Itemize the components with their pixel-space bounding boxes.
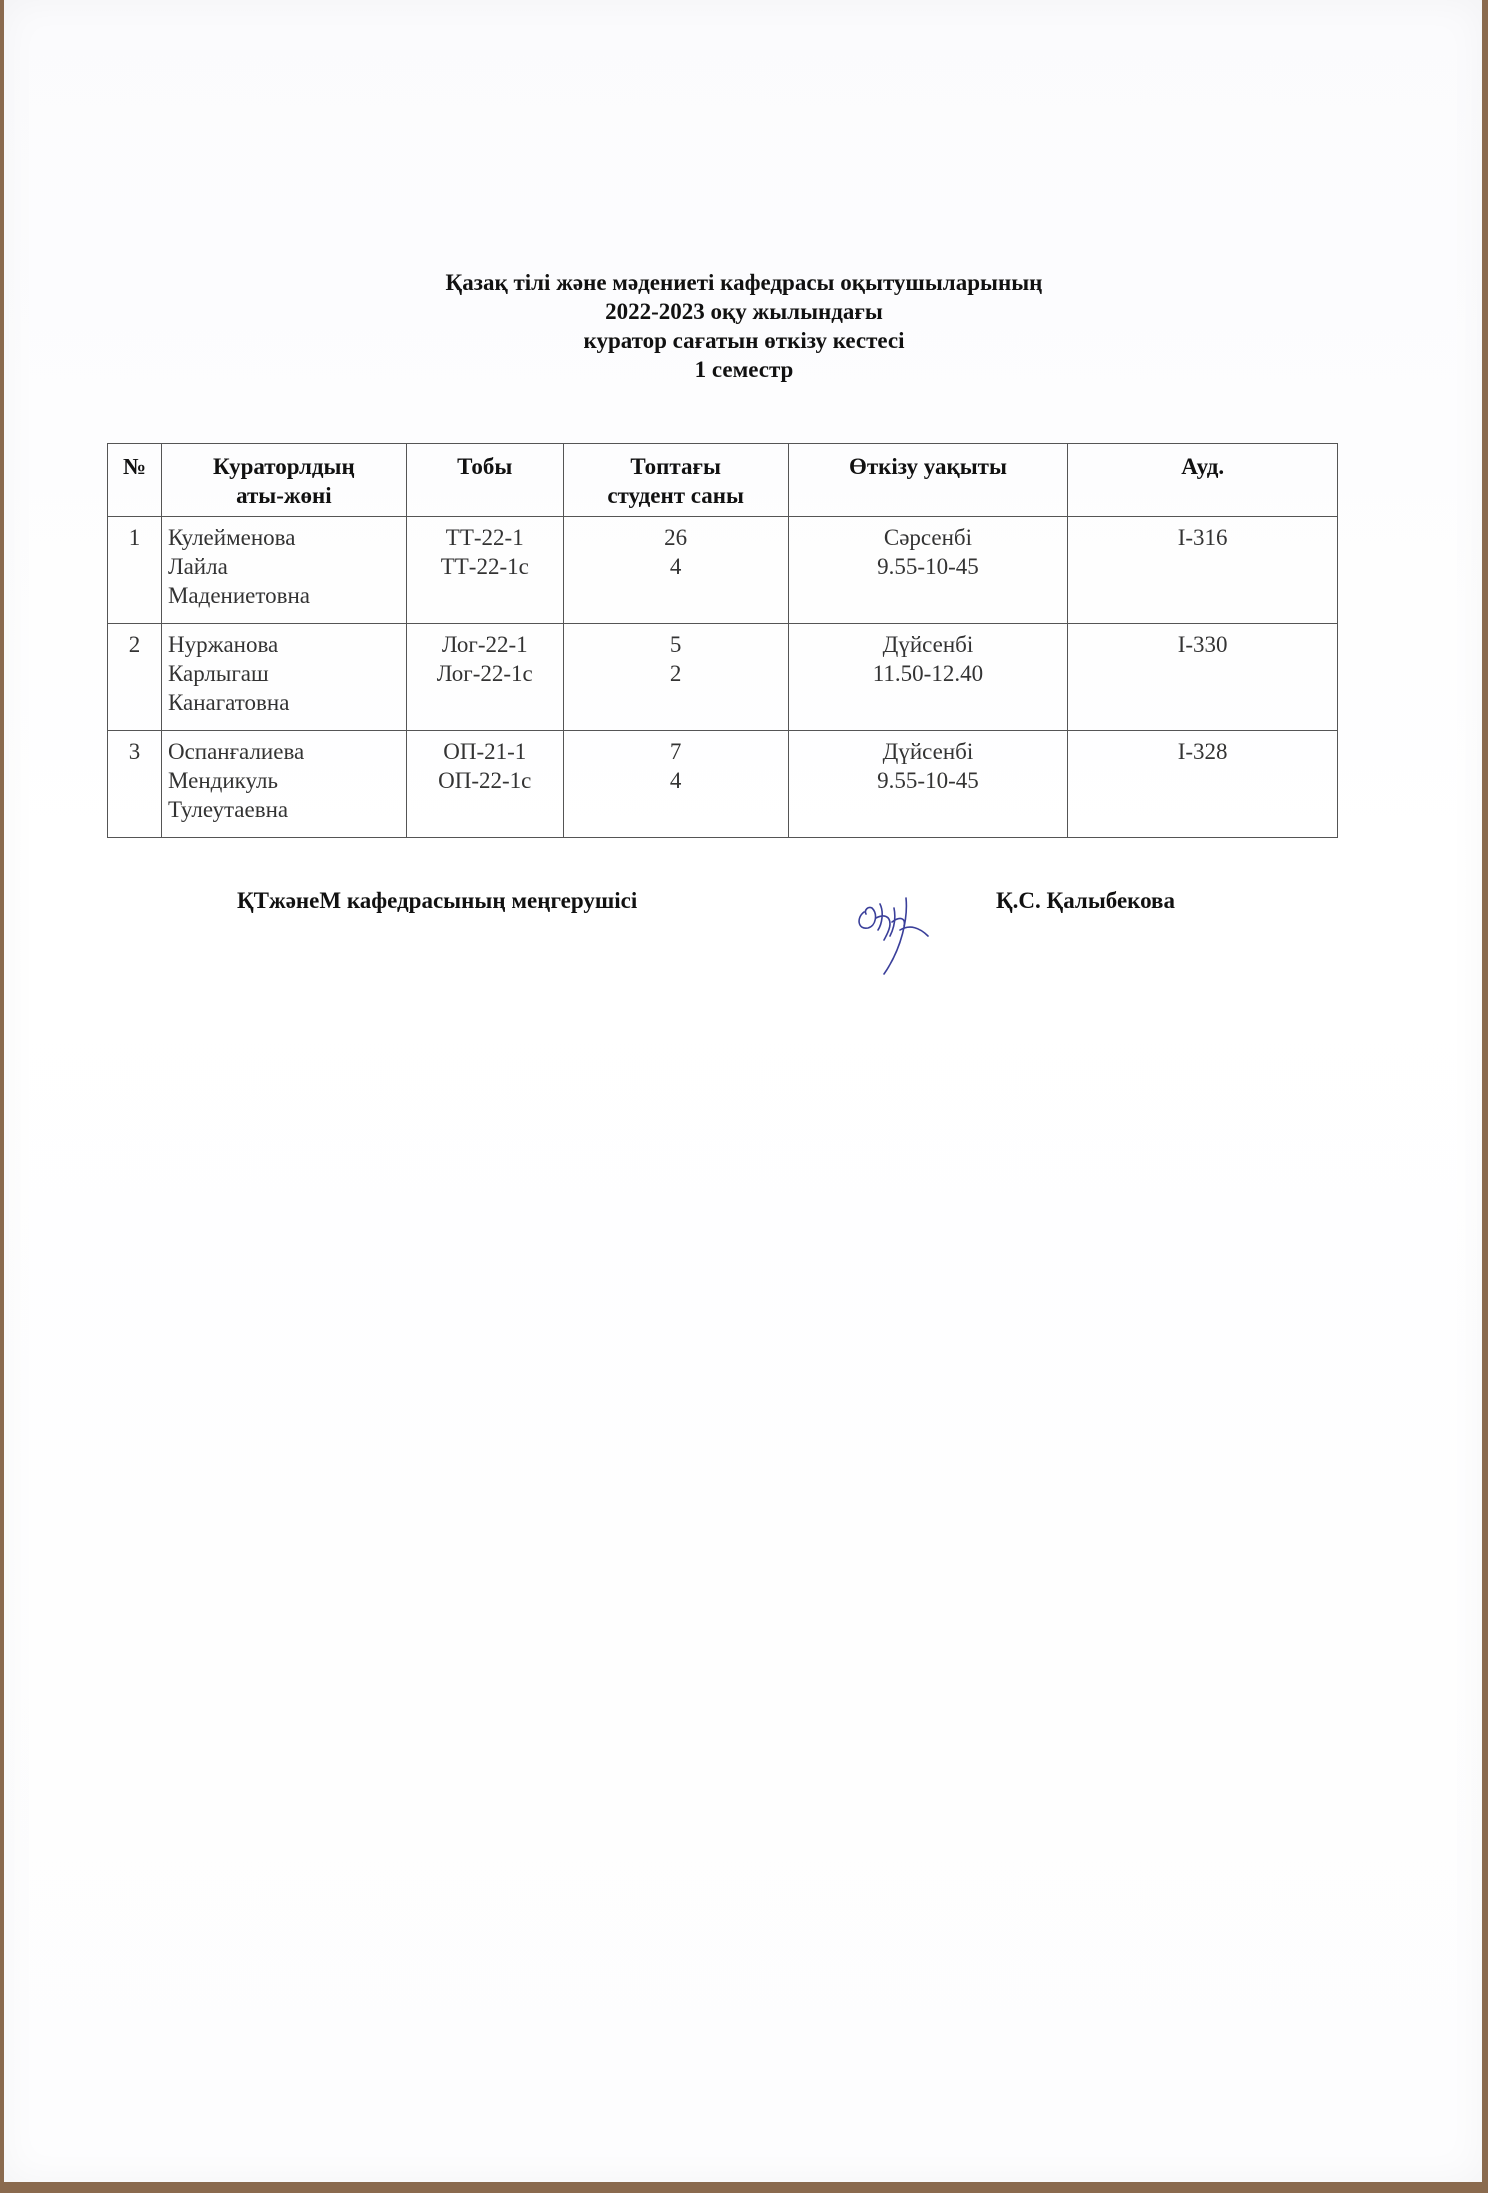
student-counts: 5 2	[563, 624, 788, 731]
handwritten-signature	[850, 878, 960, 978]
table-row	[108, 731, 1338, 838]
header-curator-name: Кураторлдың аты-жөні	[161, 444, 406, 517]
meeting-time: Дүйсенбі 9.55-10-45	[788, 731, 1068, 838]
signatory-title: ҚТжәнеМ кафедрасының меңгерушісі	[237, 888, 638, 913]
group-names: Лог-22-1 Лог-22-1с	[406, 624, 563, 731]
group-names: ОП-21-1 ОП-22-1с	[406, 731, 563, 838]
curator-schedule-table	[107, 443, 1338, 838]
heading-line-4: 1 семестр	[694, 357, 794, 382]
heading-line-3: куратор сағатын өткізу кестесі	[583, 328, 905, 353]
document-heading	[0, 268, 1488, 384]
row-number: 2	[108, 624, 162, 731]
row-number: 3	[108, 731, 162, 838]
signatory-name: Қ.С. Қалыбекова	[996, 888, 1175, 913]
table-row	[108, 517, 1338, 624]
room-number: I-330	[1068, 624, 1338, 731]
room-number: I-316	[1068, 517, 1338, 624]
heading-line-2: 2022-2023 оқу жылындағы	[605, 299, 883, 324]
header-time: Өткізу уақыты	[788, 444, 1068, 517]
signature-block	[0, 878, 1488, 988]
curator-name: Кулейменова Лайла Мадениетовна	[161, 517, 406, 624]
room-number: I-328	[1068, 731, 1338, 838]
curator-name: Нуржанова Карлыгаш Канагатовна	[161, 624, 406, 731]
header-group: Тобы	[406, 444, 563, 517]
curator-name: Оспанғалиева Мендикуль Тулеутаевна	[161, 731, 406, 838]
student-counts: 7 4	[563, 731, 788, 838]
table-header-row	[108, 444, 1338, 517]
header-student-count: Топтағы студент саны	[563, 444, 788, 517]
header-number: №	[108, 444, 162, 517]
table-row	[108, 624, 1338, 731]
group-names: ТТ-22-1 ТТ-22-1с	[406, 517, 563, 624]
row-number: 1	[108, 517, 162, 624]
meeting-time: Дүйсенбі 11.50-12.40	[788, 624, 1068, 731]
meeting-time: Сәрсенбі 9.55-10-45	[788, 517, 1068, 624]
heading-line-1: Қазақ тілі және мәдениеті кафедрасы оқытушыларының	[445, 270, 1043, 295]
header-room: Ауд.	[1068, 444, 1338, 517]
student-counts: 26 4	[563, 517, 788, 624]
